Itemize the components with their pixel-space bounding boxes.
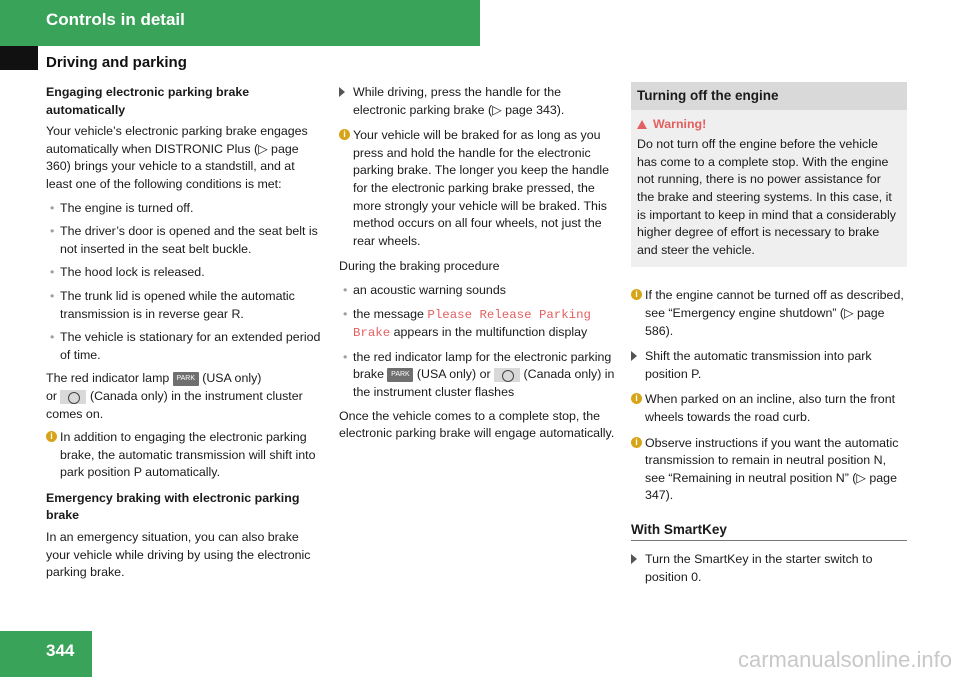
warning-heading: Warning! [637,116,901,134]
column-middle [339,84,615,449]
info-icon: i [631,437,642,448]
braking-list [339,282,615,402]
page-number: 344 [46,641,75,660]
section-title: Controls in detail [46,10,185,29]
list-item: • The driver’s door is opened and the seat belt is not inserted in the seat belt buckle. [50,224,318,256]
intro-text: Your vehicle’s electronic parking brake engages automatically when DISTRONIC Plus (▷ page 360) brings your vehicle to a standstill, and at least one of the following conditions is met: [46,124,308,191]
heading-auto-brake: Engaging electronic parking brake automatically [46,85,250,117]
braking-procedure-text: During the braking procedure [339,259,500,274]
warning-icon [637,120,647,129]
conditions-list [46,200,322,365]
final-text: Once the vehicle comes to a complete stop, the electronic parking brake will engage automatically. [339,408,615,441]
list-item: • The engine is turned off. [50,200,194,215]
page-subtitle: Driving and parking [46,54,187,71]
list-item: • the message Please Release Parking Brake appears in the multifunction display [343,306,591,341]
list-item: • an acoustic warning sounds [343,282,506,297]
info-note: i Your vehicle will be braked for as long as you press and hold the handle for the electronic parking brake. The longer you keep the handle for the electronic parking brake pressed, the more strongly your vehicle will be braked. This method occurs on all four wheels, not just the rear wheels. [339,127,615,250]
list-item: • the red indicator lamp for the electronic parking brake PARK (USA only) or (Canada only) in the instrument cluster flashes [343,349,615,399]
indicator-lamp-text: The red indicator lamp PARK (USA only) or (Canada only) in the instrument cluster comes on. [46,371,303,421]
column-right [631,84,907,595]
step-instruction: Turn the SmartKey in the starter switch to position 0. [631,551,907,586]
column-left [46,84,322,588]
info-icon: i [631,393,642,404]
heading-emergency-brake: Emergency braking with electronic parking brake [46,490,300,523]
header-bar [0,0,480,46]
step-instruction: Shift the automatic transmission into park position P. [631,348,907,383]
section-marker [0,46,38,70]
arrow-icon [339,87,345,97]
watermark: carmanualsonline.info [737,647,952,672]
brake-lamp-icon [494,368,520,382]
arrow-icon [631,351,637,361]
step-instruction: While driving, press the handle for the electronic parking brake (▷ page 343). [339,84,615,119]
info-icon: i [339,129,350,140]
page-number-tab [0,631,92,677]
info-note: i In addition to engaging the electronic parking brake, the automatic transmission will shift into park position P automatically. [46,429,322,482]
arrow-icon [631,554,637,564]
list-item: • The vehicle is stationary for an extended period of time. [50,330,321,362]
info-icon: i [631,289,642,300]
list-item: • The trunk lid is opened while the automatic transmission is in reverse gear R. [50,288,295,321]
brake-lamp-icon [60,390,86,404]
box-heading: Turning off the engine [631,82,907,110]
info-note: i When parked on an incline, also turn the front wheels towards the road curb. [631,391,907,426]
smartkey-heading: With SmartKey [631,521,907,542]
park-lamp-icon: PARK [173,372,199,386]
info-note: i Observe instructions if you want the automatic transmission to remain in neutral position N, see “Remaining in neutral position N” (▷ page 347). [631,435,907,505]
park-lamp-icon: PARK [387,368,413,382]
emergency-text: In an emergency situation, you can also brake your vehicle while driving by using the electronic parking brake. [46,530,311,580]
info-icon: i [46,431,57,442]
warning-text: Do not turn off the engine before the vehicle has come to a complete stop. With the engine not running, there is no power assistance for the brake and steering systems. In this case, it is important to keep in mind that a considerably higher degree of effort is necessary to brake and steer the vehicle. [637,137,896,257]
warning-box [631,110,907,268]
info-note: i If the engine cannot be turned off as described, see “Emergency engine shutdown” (▷ page 586). [631,287,907,340]
display-message: Please Release Parking Brake [353,307,591,341]
list-item: • The hood lock is released. [50,265,205,280]
